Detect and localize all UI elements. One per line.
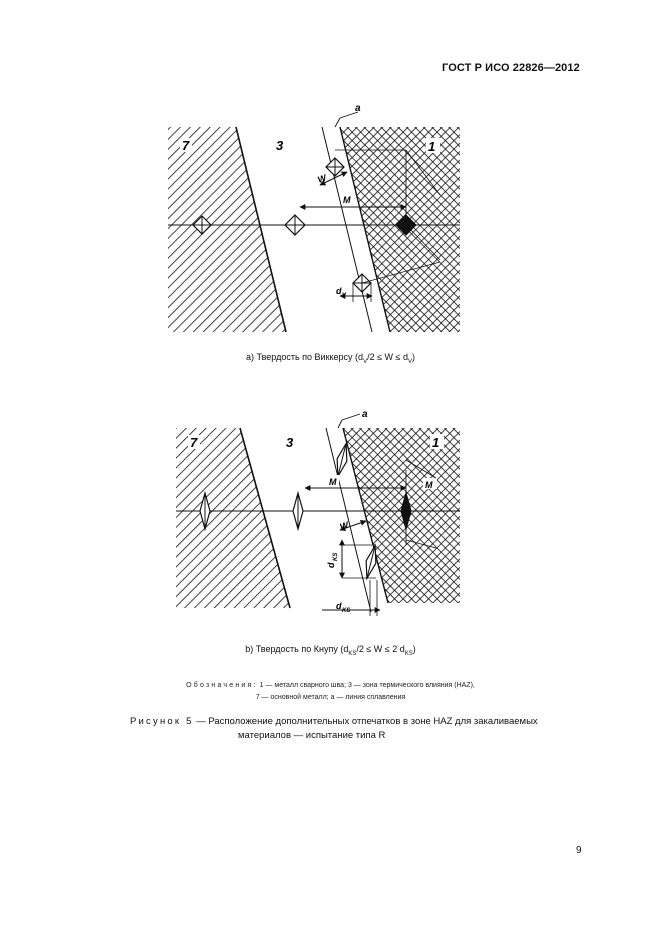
figure-a bbox=[168, 103, 460, 332]
label-d-sub-a: V bbox=[342, 293, 347, 299]
label-7-b: 7 bbox=[190, 435, 198, 450]
legend-line-1: Обозначения: 1 — металл сварного шва; 3 — зона термического влияния (HAZ), bbox=[186, 682, 475, 689]
vickers-indent-haz bbox=[285, 215, 305, 235]
caption-b: b) Твердость по Кнупу ($d_{KS}/2 \le W \le 2$ $d_{KS}$) bbox=[245, 644, 416, 657]
page-number: 9 bbox=[576, 845, 582, 856]
figure-b bbox=[176, 409, 460, 616]
base-metal-region-b bbox=[176, 428, 290, 608]
label-7-a: 7 bbox=[182, 138, 190, 153]
weld-metal-region-b bbox=[343, 428, 460, 603]
label-d-b: d bbox=[336, 601, 342, 611]
label-3-a: 3 bbox=[276, 138, 284, 153]
legend bbox=[0, 680, 661, 704]
label-W-b: W bbox=[338, 519, 350, 532]
label-a-a: a bbox=[355, 103, 361, 114]
label-d-b-vert: d bbox=[326, 562, 336, 568]
label-M-b: M bbox=[329, 477, 337, 487]
label-d-a: d bbox=[336, 286, 342, 296]
caption-a: a) Твердость по Виккерсу $(d_V/2 \le W \le d_V)$ bbox=[246, 352, 415, 365]
label-3-b: 3 bbox=[286, 435, 294, 450]
base-metal-region-a bbox=[168, 127, 286, 332]
label-M-a: M bbox=[343, 195, 351, 205]
label-M-b2: M bbox=[425, 480, 433, 490]
standard-header: ГОСТ Р ИСО 22826—2012 bbox=[442, 62, 580, 74]
vickers-indent-upper bbox=[326, 158, 344, 176]
label-a-b: a bbox=[362, 409, 368, 420]
figure-title: Рисунок 5 — Расположение дополнительных отпечатков в зоне HAZ для закаливаемых материалов — испытание типа R bbox=[130, 716, 538, 741]
label-d-sub-b: KS bbox=[342, 608, 351, 614]
label-W-a: W bbox=[316, 172, 328, 185]
label-1-b: 1 bbox=[432, 435, 440, 450]
label-d-sub-b-vert: KS bbox=[333, 552, 339, 561]
label-1-a: 1 bbox=[428, 139, 436, 154]
legend-line-2: 7 — основной металл; a — линия сплавления bbox=[255, 694, 406, 701]
knoop-indent-haz bbox=[293, 493, 303, 529]
